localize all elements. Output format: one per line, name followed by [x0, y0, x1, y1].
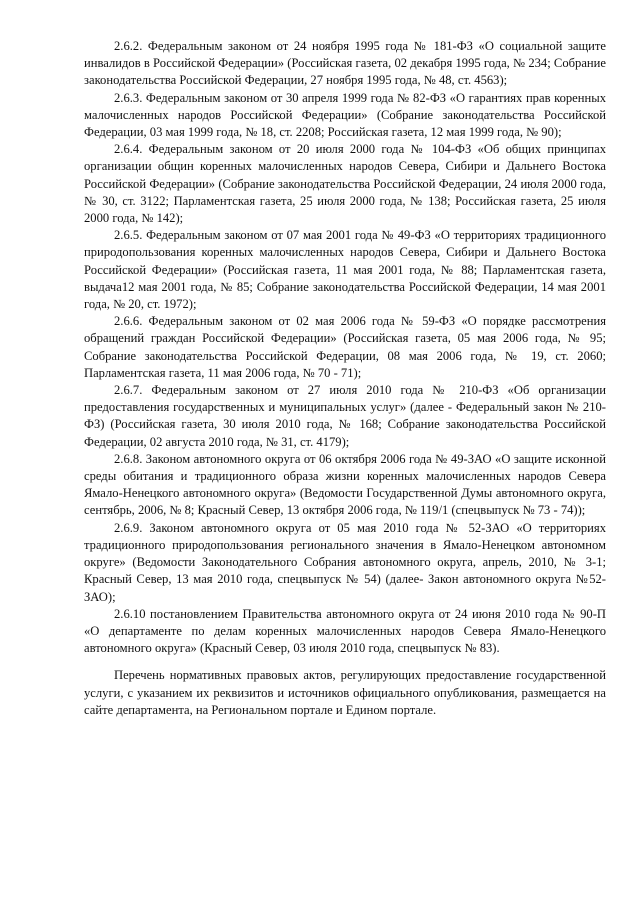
clause-2-6-10: 2.6.10 постановлением Правительства автономного округа от 24 июня 2010 года № 90-П «О департаменте по делам коренных малочисленных народов Севера Ямало-Ненецкого автономного округа» (Красный Север, 03 июля 2010 года, спецвыпуск № 83). — [84, 606, 606, 656]
clause-2-6-9: 2.6.9. Законом автономного округа от 05 мая 2010 года № 52-ЗАО «О территориях традиционного природопользования регионального значения в Ямало-Ненецком автономном округе» (Ведомости Законодательного Собрания автономного округа, апрель, 2010, № 3-1; Красный Север, 13 мая 2010 года, спецвыпуск № 54) (далее- Закон автономного округа №52-ЗАО); — [84, 520, 606, 604]
clause-2-6-7: 2.6.7. Федеральным законом от 27 июля 2010 года № 210-ФЗ «Об организации предоставления государственных и муниципальных услуг» (далее - Федеральный закон № 210-ФЗ) (Российская газета, 30 июля 2010 года, № 168; Собрание законодательства Российской Федерации, 02 августа 2010 года, № 31, ст. 4179); — [84, 383, 606, 449]
clause-2-6-2: 2.6.2. Федеральным законом от 24 ноября 1995 года № 181-ФЗ «О социальной защите инвалидов в Российской Федерации» (Российская газета, 02 декабря 1995 года, № 234; Собрание законодательства Российской Федерации, 27 ноября 1995 года, № 48, ст. 4563); — [84, 39, 606, 88]
closing-paragraph: Перечень нормативных правовых актов, регулирующих предоставление государственной услуги, с указанием их реквизитов и источников официального опубликования, размещается на сайте департамента, на Региональном портале и Едином портале. — [84, 668, 606, 717]
clause-2-6-5: 2.6.5. Федеральным законом от 07 мая 2001 года № 49-ФЗ «О территориях традиционного природопользования коренных малочисленных народов Севера, Сибири и Дальнего Востока Российской Федерации» (Российская газета, 11 мая 2001 года, № 88; Парламентская газета, выдача12 мая 2001 года, № 85; Собрание законодательства Российской Федерации, 14 мая 2001 года, № 20, ст. 1972); — [84, 228, 606, 312]
clause-2-6-6: 2.6.6. Федеральным законом от 02 мая 2006 года № 59-ФЗ «О порядке рассмотрения обращений граждан Российской Федерации» (Российская газета, 05 мая 2006 года, № 95; Собрание законодательства Российской Федерации, 08 мая 2006 года, № 19, ст. 2060; Парламентская газета, 11 мая 2006 года, № 70 - 71); — [84, 314, 606, 380]
document-body — [84, 38, 606, 719]
clause-2-6-8: 2.6.8. Законом автономного округа от 06 октября 2006 года № 49-ЗАО «О защите исконной среды обитания и традиционного образа жизни коренных малочисленных народов Севера Ямало-Ненецкого автономного округа» (Ведомости Государственной Думы автономного округа, сентябрь, 2006, № 8; Красный Север, 13 октября 2006 года, № 119/1 (спецвыпуск № 73 - 74)); — [84, 451, 606, 518]
clause-2-6-4: 2.6.4. Федеральным законом от 20 июля 2000 года № 104-ФЗ «Об общих принципах организации общин коренных малочисленных народов Севера, Сибири и Дальнего Востока Российской Федерации» (Собрание законодательства Российской Федерации, 24 июля 2000 года, № 30, ст. 3122; Парламентская газета, 25 июля 2000 года, № 138; Российская газета, 25 июля 2000 года, № 142); — [84, 142, 606, 226]
clause-2-6-3: 2.6.3. Федеральным законом от 30 апреля 1999 года № 82-ФЗ «О гарантиях прав коренных малочисленных народов Российской Федерации» (Собрание законодательства Российской Федерации, 03 мая 1999 года, № 18, ст. 2208; Российская газета, 12 мая 1999 года, № 90); — [84, 90, 606, 140]
